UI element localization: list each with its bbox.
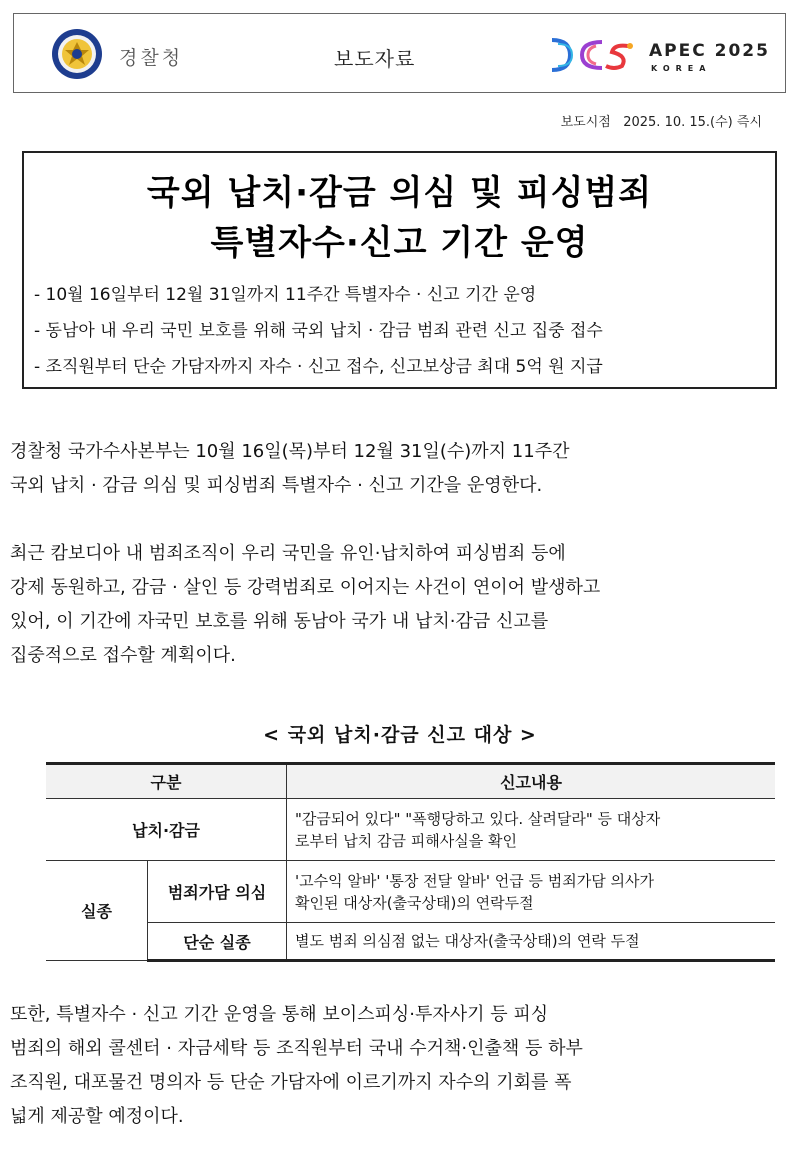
- header-box: [13, 13, 786, 93]
- paragraph-2: [10, 537, 790, 673]
- apec-title: APEC 2025: [649, 41, 770, 61]
- row-subcategory: 범죄가담 의심: [148, 861, 287, 923]
- paragraph-line: 최근 캄보디아 내 범죄조직이 우리 국민을 유인·납치하여 피싱범죄 등에: [10, 543, 566, 564]
- headline-line-1: 국외 납치·감금 의심 및 피싱범죄: [146, 173, 653, 213]
- subheadline-2: - 동남아 내 우리 국민 보호를 위해 국외 납치 · 감금 범죄 관련 신고 집중 접수: [34, 321, 603, 341]
- paragraph-1: [10, 435, 790, 503]
- row-category: 실종: [46, 861, 148, 961]
- table-header-row: [46, 764, 775, 799]
- release-time: [561, 111, 762, 130]
- subheadline-3: - 조직원부터 단순 가담자까지 자수 · 신고 접수, 신고보상금 최대 5억 원 지급: [34, 357, 603, 377]
- paragraph-line: 있어, 이 기간에 자국민 보호를 위해 동남아 국가 내 납치·감금 신고를: [10, 611, 549, 632]
- apec-logo-icon: [544, 34, 638, 76]
- paragraph-line: 경찰청 국가수사본부는 10월 16일(목)부터 12월 31일(수)까지 11주간: [10, 441, 570, 462]
- table-caption: < 국외 납치·감금 신고 대상 >: [263, 724, 537, 746]
- content-line: 확인된 대상자(출국상태)의 연락두절: [295, 893, 534, 912]
- police-emblem-icon: [51, 28, 103, 80]
- table-row: [46, 861, 775, 923]
- release-label: 보도시점: [560, 115, 611, 130]
- paragraph-line: 집중적으로 접수할 계획이다.: [10, 645, 236, 666]
- content-line: 로부터 납치 감금 피해사실을 확인: [295, 831, 517, 850]
- content-line: 별도 범죄 의심점 없는 대상자(출국상태)의 연락 두절: [295, 932, 640, 950]
- row-content: [287, 861, 776, 923]
- headline-box: [22, 151, 777, 389]
- table-row: [46, 923, 775, 961]
- subheadline-1: - 10월 16일부터 12월 31일까지 11주간 특별자수 · 신고 기간 운영: [34, 285, 537, 305]
- paragraph-line: 범죄의 해외 콜센터 · 자금세탁 등 조직원부터 국내 수거책·인출책 등 하부: [10, 1038, 583, 1059]
- headline-line-2: 특별자수·신고 기간 운영: [210, 223, 589, 263]
- paragraph-line: 넓게 제공할 예정이다.: [10, 1106, 184, 1127]
- table-header-category: 구분: [46, 764, 287, 799]
- paragraph-line: 강제 동원하고, 감금 · 살인 등 강력범죄로 이어지는 사건이 연이어 발생하고: [10, 577, 601, 598]
- row-content: [287, 923, 776, 961]
- row-content: [287, 799, 776, 861]
- paragraph-line: 조직원, 대포물건 명의자 등 단순 가담자에 이르기까지 자수의 기회를 폭: [10, 1072, 572, 1093]
- table-row: [46, 799, 775, 861]
- apec-subtitle: KOREA: [651, 64, 712, 73]
- row-subcategory: 단순 실종: [148, 923, 287, 961]
- release-date: 2025. 10. 15.(수) 즉시: [623, 115, 762, 130]
- agency-name: 경찰청: [119, 47, 184, 69]
- report-target-table: [46, 762, 775, 962]
- paragraph-line: 국외 납치 · 감금 의심 및 피싱범죄 특별자수 · 신고 기간을 운영한다.: [10, 475, 543, 496]
- paragraph-3: [10, 998, 790, 1134]
- paragraph-line: 또한, 특별자수 · 신고 기간 운영을 통해 보이스피싱·투자사기 등 피싱: [10, 1004, 549, 1025]
- row-category: 납치·감금: [46, 799, 287, 861]
- content-line: '고수익 알바' '통장 전달 알바' 언급 등 범죄가담 의사가: [295, 871, 654, 890]
- table-header-content: 신고내용: [287, 764, 776, 799]
- content-line: "감금되어 있다" "폭행당하고 있다. 살려달라" 등 대상자: [295, 809, 661, 828]
- document-type: 보도자료: [334, 47, 416, 71]
